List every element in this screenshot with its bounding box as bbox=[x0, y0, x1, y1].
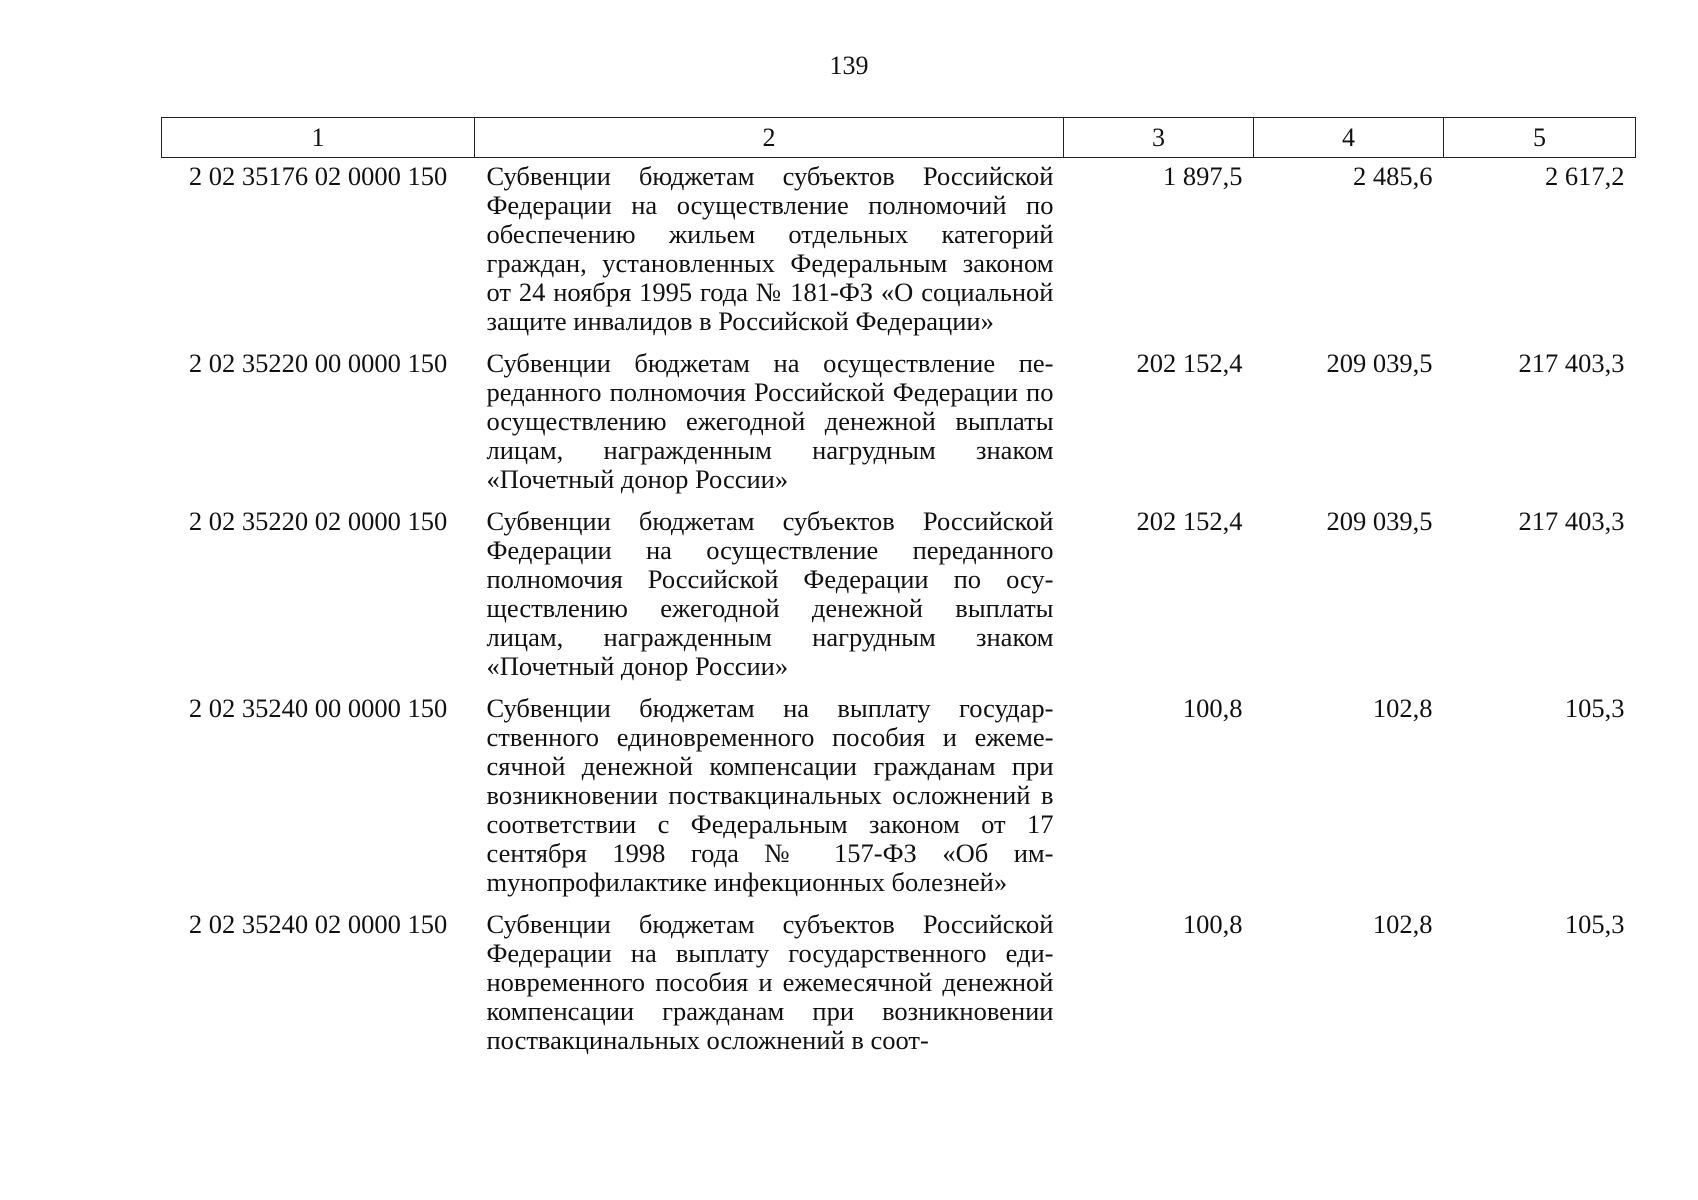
column-header-3: 3 bbox=[1064, 118, 1254, 158]
column-header-5: 5 bbox=[1444, 118, 1636, 158]
description-cell: Субвенции бюджетам субъектов Российской Федерации на осуществление переданного полномочия Российской Федерации по осуществлению ежегодной денежной выплаты лицам, награжденным нагрудным знаком «Почетный донор России» bbox=[486, 506, 1054, 681]
description-cell: Субвенции бюджетам на выплату государственного единовременного пособия и ежемесячной денежной компенсации гражданам при возникновении поствакцинальных осложнений в соответствии с Федеральным законом от 17 сентября 1998 года № 157-ФЗ «Об имmунопрофилактике инфекционных болезней» bbox=[486, 693, 1054, 897]
budget-code-cell: 2 02 35240 00 0000 150 bbox=[188, 693, 448, 723]
amount-col5-cell: 217 403,3 bbox=[1518, 348, 1625, 378]
table-row bbox=[162, 158, 1636, 350]
column-header-2: 2 bbox=[475, 118, 1064, 158]
amount-col5-cell: 105,3 bbox=[1564, 693, 1625, 723]
budget-code-cell: 2 02 35176 02 0000 150 bbox=[188, 161, 448, 191]
budget-code-cell: 2 02 35240 02 0000 150 bbox=[188, 909, 448, 939]
budget-table bbox=[161, 117, 1636, 1068]
amount-col3-cell: 100,8 bbox=[1182, 909, 1243, 939]
table-row bbox=[162, 910, 1636, 1068]
table-header bbox=[162, 118, 1636, 158]
table-body bbox=[162, 158, 1636, 1069]
budget-code-cell: 2 02 35220 02 0000 150 bbox=[188, 506, 448, 536]
page-number: 139 bbox=[829, 51, 869, 80]
budget-code-cell: 2 02 35220 00 0000 150 bbox=[188, 348, 448, 378]
amount-col5-cell: 105,3 bbox=[1564, 909, 1625, 939]
amount-col4-cell: 209 039,5 bbox=[1326, 506, 1433, 536]
description-cell: Субвенции бюджетам субъектов Российской Федерации на осуществление полномочий по обеспечению жильем отдельных категорий граждан, установленных Федеральным законом от 24 ноября 1995 года № 181-ФЗ «О социальной защите инвалидов в Российской Федерации» bbox=[486, 161, 1054, 336]
amount-col3-cell: 100,8 bbox=[1182, 693, 1243, 723]
amount-col3-cell: 1 897,5 bbox=[1163, 161, 1243, 191]
table-row bbox=[162, 349, 1636, 507]
amount-col4-cell: 102,8 bbox=[1372, 909, 1433, 939]
column-header-4: 4 bbox=[1254, 118, 1444, 158]
amount-col3-cell: 202 152,4 bbox=[1136, 348, 1243, 378]
amount-col5-cell: 217 403,3 bbox=[1518, 506, 1625, 536]
description-cell: Субвенции бюджетам субъектов Российской Федерации на выплату государственного единовременного пособия и ежемесячной денежной компенсации гражданам при возникновении поствакцинальных осложнений в соот- bbox=[486, 909, 1054, 1055]
description-cell: Субвенции бюджетам на осуществление переданного полномочия Российской Федерации по осуществлению ежегодной денежной выплаты лицам, награжденным нагрудным знаком «Почетный донор России» bbox=[486, 348, 1054, 494]
amount-col5-cell: 2 617,2 bbox=[1545, 161, 1625, 191]
table-row bbox=[162, 507, 1636, 694]
amount-col4-cell: 102,8 bbox=[1372, 693, 1433, 723]
amount-col3-cell: 202 152,4 bbox=[1136, 506, 1243, 536]
table-row bbox=[162, 694, 1636, 910]
column-header-1: 1 bbox=[162, 118, 475, 158]
amount-col4-cell: 2 485,6 bbox=[1353, 161, 1433, 191]
amount-col4-cell: 209 039,5 bbox=[1326, 348, 1433, 378]
header-row bbox=[162, 118, 1636, 158]
